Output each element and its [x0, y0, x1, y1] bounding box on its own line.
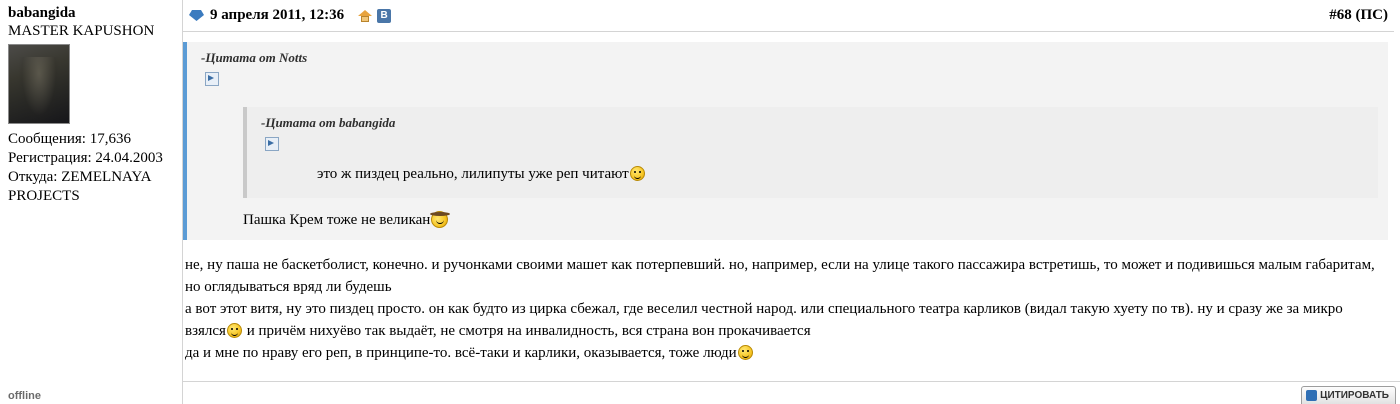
author-registration-date: Регистрация: 24.04.2003: [8, 150, 163, 166]
post-body-line-3: [185, 342, 1386, 364]
smiley-face-icon: [227, 323, 242, 338]
quote-outer: [183, 42, 1388, 240]
post-body: [183, 240, 1394, 364]
quote-inner-text-wrap: [317, 164, 1368, 184]
quote-inner: [243, 107, 1378, 198]
avatar[interactable]: [8, 44, 70, 124]
gem-icon: [189, 10, 204, 21]
quote-jump-icon[interactable]: [265, 137, 279, 151]
quote-jump-icon[interactable]: [205, 72, 219, 86]
quote-outer-text-wrap: [243, 210, 1378, 230]
author-username[interactable]: babangida: [8, 5, 76, 21]
post-author-column: [0, 0, 182, 404]
author-location: Откуда: ZEMELNAYA PROJECTS: [8, 169, 151, 204]
post-header: [183, 0, 1394, 32]
quote-outer-header: -Цитата от Notts: [201, 50, 308, 65]
post-body-line-2: [185, 298, 1386, 342]
post-body-line-1: не, ну паша не баскетболист, конечно. и ручонками своими машет как потерпевший. но, например, если на улице такого пассажира встретишь, то может и подивишься малым габаритам, но оглядываться вряд ли будешь: [185, 257, 1375, 295]
author-title: MASTER KAPUSHON: [8, 23, 155, 39]
post-body-line-2b: и причём нихуёво так выдаёт, не смотря на инвалидность, вся страна вон прокачивается: [242, 323, 811, 339]
post-content-column: [182, 0, 1400, 404]
author-messages-count: Сообщения: 17,636: [8, 131, 131, 147]
smiley-face-icon: [630, 166, 645, 181]
cowboy-smiley-icon: [431, 211, 448, 228]
author-status-badge: offline: [8, 390, 41, 402]
home-icon[interactable]: [358, 9, 372, 23]
post-body-line-2a: а вот этот витя, ну это пиздец просто. он как будто из цирка сбежал, где веселил честной народ. или специального театра карликов (видал такую хуету по тв). ну и сразу же за микро взялся: [185, 301, 1343, 339]
post-header-icons: [358, 9, 391, 23]
quote-inner-header: -Цитата от babangida: [261, 115, 396, 130]
vk-icon[interactable]: B: [377, 9, 391, 23]
post-date: 9 апреля 2011, 12:36: [210, 7, 345, 23]
post-body-line-3-text: да и мне по нраву его реп, в принципе-то. всё-таки и карлики, оказывается, тоже люди: [185, 345, 737, 361]
post-number[interactable]: #68 (ПС): [1329, 7, 1388, 23]
quote-outer-text: Пашка Крем тоже не великан: [243, 212, 431, 228]
quote-inner-text: это ж пиздец реально, лилипуты уже реп читают: [317, 166, 629, 182]
smiley-face-icon: [738, 345, 753, 360]
post-footer: [183, 381, 1400, 404]
quote-button[interactable]: ЦИТИРОВАТЬ: [1301, 386, 1396, 404]
